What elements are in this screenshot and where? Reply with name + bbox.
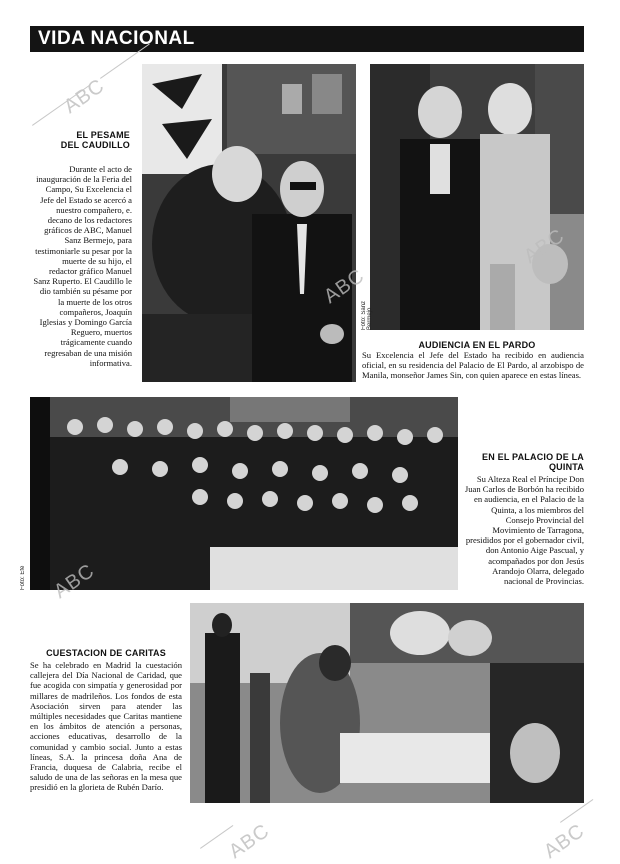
watermark-abc: ABC <box>320 264 369 309</box>
body-pesame: Durante el acto de inauguración de la Feria del Campo, Su Excelencia el Jefe del Estado se acercó a nuestro compañero, e. decano de los redactores gráficos de ABC, Manuel Sanz Bermejo, para testimoniarle su pesar por la muerte de su hijo, el redactor gráfico Manuel Sanz Ruperto. El Caudillo le dio también su pésame por la muerte de los otros compañeros, Joaquín Iglesias y Domingo García Reguero, muertos trágicamente cuando regresaban de una misión informativa. <box>33 164 132 368</box>
headline-pesame: EL PESAME DEL CAUDILLO <box>60 130 130 150</box>
watermark-abc: ABC <box>520 224 569 269</box>
photo-palacio-quinta <box>30 397 458 590</box>
photo-cuestacion-caritas <box>190 603 584 803</box>
headline-audiencia: AUDIENCIA EN EL PARDO <box>418 340 536 350</box>
photo-credit-pardo: Foto: Sanz Bermejo <box>361 300 373 330</box>
section-title: VIDA NACIONAL <box>38 28 195 49</box>
headline-caritas: CUESTACION DE CARITAS <box>46 648 166 658</box>
body-caritas: Se ha celebrado en Madrid la cuestación callejera del Día Nacional de Caridad, que fue acogida con simpatía y generosidad por millares de madrileños. Los fondos de esta Asociación sirven para atender las múltiples necesidades que Caritas mantiene en los ámbitos de atención a personas, acciones educativas, desarrollo de la comunidad y cambio social. Junto a estas líneas, S.A. la princesa doña Ana de Francia, duquesa de Calabria, recibe el saludo de una de las señoras en la mesa que presidió en la glorieta de Rubén Darío. <box>30 660 182 793</box>
photo-credit-quinta: Foto: Efe <box>20 565 26 590</box>
photo-caudillo-pesame <box>142 64 356 382</box>
photo-audiencia-pardo <box>370 64 584 330</box>
watermark-abc: ABC <box>50 559 99 604</box>
watermark-abc: ABC <box>225 819 274 864</box>
headline-quinta: EN EL PALACIO DE LA QUINTA <box>482 452 584 472</box>
watermark-abc: ABC <box>60 74 109 119</box>
watermark-abc: ABC <box>540 819 589 864</box>
body-audiencia: Su Excelencia el Jefe del Estado ha recibido en audiencia oficial, en su residencia del Palacio de El Pardo, al arzobispo de Manila, monseñor James Sin, con quien aparece en estas líneas. <box>362 350 584 381</box>
body-quinta: Su Alteza Real el Príncipe Don Juan Carlos de Borbón ha recibido en audiencia, en el Palacio de la Quinta, a los miembros del Consejo Provincial del Movimiento de Tarragona, presididos por el gobernador civil, don Antonio Aige Pascual, y acompañados por don Jesús Arandojo Olarra, delegado nacional de Provincias. <box>464 474 584 587</box>
